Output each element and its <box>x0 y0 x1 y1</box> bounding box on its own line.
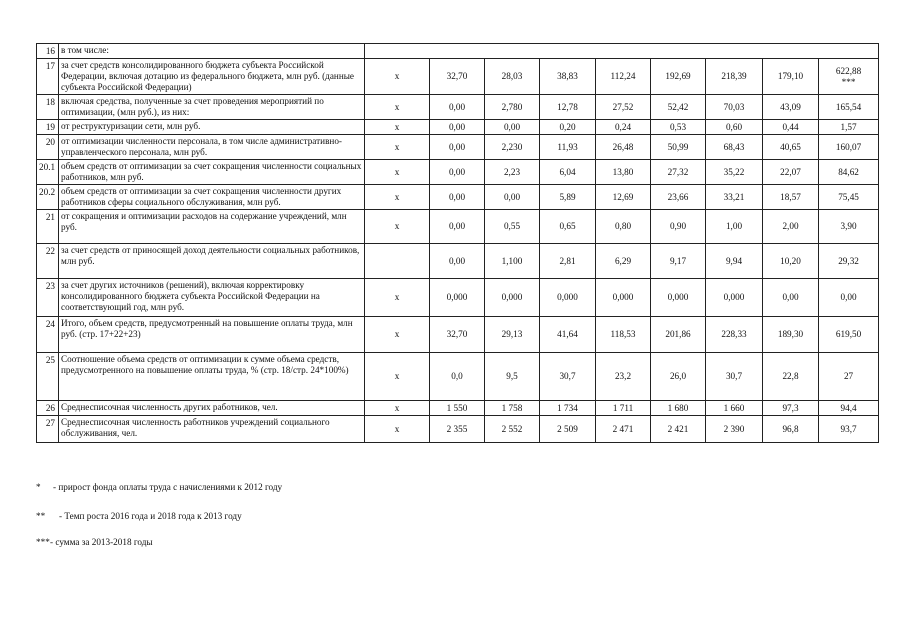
value-cell: 0,00 <box>430 135 485 160</box>
value-cell: 1,57 <box>819 120 879 135</box>
row-description: за счет средств консолидированного бюджета субъекта Российской Федерации, включая дотацию из федерального бюджета, млн руб. (данные субъекта Российской Федерации) <box>59 59 365 95</box>
table-row <box>37 44 879 59</box>
value-cell: 9,17 <box>651 244 706 279</box>
row-number: 20.2 <box>37 185 59 210</box>
table-row <box>37 317 879 353</box>
table-row <box>37 120 879 135</box>
value-cell: 0,000 <box>485 279 540 317</box>
x-mark-cell: х <box>365 185 430 210</box>
table-row <box>37 279 879 317</box>
row-description: объем средств от оптимизации за счет сокращения численности социальных работников, млн руб. <box>59 160 365 185</box>
footnote-1 <box>36 482 282 493</box>
x-mark-cell: х <box>365 279 430 317</box>
table-row <box>37 401 879 416</box>
value-cell: 0,00 <box>485 185 540 210</box>
value-cell: 0,00 <box>430 120 485 135</box>
row-description: Соотношение объема средств от оптимизации к сумме объема средств, предусмотренного на повышение оплаты труда, % (стр. 18/стр. 24*100%) <box>59 353 365 401</box>
value-cell: 23,2 <box>596 353 651 401</box>
footnote-text: - Темп роста 2016 года и 2018 года к 2013 году <box>59 511 242 521</box>
value-cell: 0,44 <box>763 120 819 135</box>
value-cell: 10,20 <box>763 244 819 279</box>
value-cell: 118,53 <box>596 317 651 353</box>
value-cell: 112,24 <box>596 59 651 95</box>
value-cell: 2 552 <box>485 416 540 443</box>
table-row <box>37 160 879 185</box>
row-number: 20.1 <box>37 160 59 185</box>
row-description: в том числе: <box>59 44 365 59</box>
value-cell: 0,00 <box>430 185 485 210</box>
footnote-marker: *** <box>841 76 856 87</box>
value-cell: 2,230 <box>485 135 540 160</box>
value-cell: 2 355 <box>430 416 485 443</box>
value-cell: 43,09 <box>763 95 819 120</box>
x-mark-cell: х <box>365 416 430 443</box>
value-cell: 0,00 <box>430 244 485 279</box>
value-cell: 26,0 <box>651 353 706 401</box>
value-cell: 2,81 <box>540 244 596 279</box>
value-cell: 2,23 <box>485 160 540 185</box>
table-row <box>37 416 879 443</box>
row-description: Среднесписочная численность работников учреждений социального обслуживания, чел. <box>59 416 365 443</box>
value-cell: 52,42 <box>651 95 706 120</box>
x-mark-cell: х <box>365 95 430 120</box>
value-cell: 0,00 <box>430 160 485 185</box>
row-number: 22 <box>37 244 59 279</box>
value-cell: 2 509 <box>540 416 596 443</box>
value-cell: 1 734 <box>540 401 596 416</box>
row-number: 25 <box>37 353 59 401</box>
value-cell: 1 550 <box>430 401 485 416</box>
value-cell: 0,000 <box>596 279 651 317</box>
value-cell: 0,000 <box>651 279 706 317</box>
value-cell: 0,20 <box>540 120 596 135</box>
footnote-mark: ** <box>36 511 46 521</box>
value-cell: 0,000 <box>430 279 485 317</box>
row-description: от оптимизации численности персонала, в том числе административно-управленческого персонала, млн руб. <box>59 135 365 160</box>
value-cell: 11,93 <box>540 135 596 160</box>
value-cell: 0,00 <box>430 210 485 244</box>
value-cell: 165,54 <box>819 95 879 120</box>
row-number: 18 <box>37 95 59 120</box>
row-number: 17 <box>37 59 59 95</box>
value-cell: 38,83 <box>540 59 596 95</box>
row-number: 27 <box>37 416 59 443</box>
value-cell: 12,69 <box>596 185 651 210</box>
row-description: включая средства, полученные за счет проведения мероприятий по оптимизации, (млн руб.), из них: <box>59 95 365 120</box>
footnote-text: - сумма за 2013-2018 годы <box>50 537 153 547</box>
x-mark-cell: х <box>365 210 430 244</box>
value-cell: 2,00 <box>763 210 819 244</box>
value-cell: 0,80 <box>596 210 651 244</box>
value-cell: 27,32 <box>651 160 706 185</box>
value-cell: 6,29 <box>596 244 651 279</box>
value-cell: 0,53 <box>651 120 706 135</box>
value-cell: 2 390 <box>706 416 763 443</box>
value-cell: 50,99 <box>651 135 706 160</box>
value-cell: 0,00 <box>485 120 540 135</box>
x-mark-cell: х <box>365 135 430 160</box>
table-row <box>37 135 879 160</box>
value-cell: 97,3 <box>763 401 819 416</box>
value-cell: 1,00 <box>706 210 763 244</box>
value-cell: 32,70 <box>430 317 485 353</box>
value-cell: 619,50 <box>819 317 879 353</box>
value-cell: 22,8 <box>763 353 819 401</box>
footnote-mark: *** <box>36 537 50 547</box>
value-cell: 0,00 <box>819 279 879 317</box>
empty-cell <box>365 44 879 59</box>
value-cell: 0,55 <box>485 210 540 244</box>
data-table-container <box>36 43 878 443</box>
value-cell: 0,000 <box>706 279 763 317</box>
value-cell: 2 471 <box>596 416 651 443</box>
value-cell: 179,10 <box>763 59 819 95</box>
value-cell: 0,90 <box>651 210 706 244</box>
value-cell: 18,57 <box>763 185 819 210</box>
row-number: 16 <box>37 44 59 59</box>
value-cell: 30,7 <box>706 353 763 401</box>
value-cell: 5,89 <box>540 185 596 210</box>
value-cell: 0,60 <box>706 120 763 135</box>
value-cell: 0,000 <box>540 279 596 317</box>
value-cell: 27,52 <box>596 95 651 120</box>
value-cell: 41,64 <box>540 317 596 353</box>
value-cell: 3,90 <box>819 210 879 244</box>
value-cell: 28,03 <box>485 59 540 95</box>
row-description: от реструктуризации сети, млн руб. <box>59 120 365 135</box>
value-cell: 0,00 <box>763 279 819 317</box>
value-cell: 26,48 <box>596 135 651 160</box>
row-number: 23 <box>37 279 59 317</box>
footnote-2 <box>36 511 242 522</box>
footnote-text: - прирост фонда оплаты труда с начислениями к 2012 году <box>53 482 283 492</box>
row-description: Итого, объем средств, предусмотренный на повышение оплаты труда, млн руб. (стр. 17+22+23) <box>59 317 365 353</box>
value-cell: 27 <box>819 353 879 401</box>
value-cell: 2 421 <box>651 416 706 443</box>
value-cell: 84,62 <box>819 160 879 185</box>
row-description: Среднесписочная численность других работников, чел. <box>59 401 365 416</box>
value-cell: 9,94 <box>706 244 763 279</box>
value-cell: 12,78 <box>540 95 596 120</box>
x-mark-cell: х <box>365 353 430 401</box>
value-cell: 201,86 <box>651 317 706 353</box>
value-cell: 228,33 <box>706 317 763 353</box>
value-cell: 1 711 <box>596 401 651 416</box>
value-cell: 6,04 <box>540 160 596 185</box>
x-mark-cell: х <box>365 59 430 95</box>
value-cell: 68,43 <box>706 135 763 160</box>
value-cell: 32,70 <box>430 59 485 95</box>
table-row <box>37 185 879 210</box>
table-row <box>37 59 879 95</box>
table-body <box>37 44 879 443</box>
footnote-mark: * <box>36 482 41 492</box>
x-mark-cell: х <box>365 317 430 353</box>
row-number: 20 <box>37 135 59 160</box>
table-row <box>37 210 879 244</box>
value-cell: 2,780 <box>485 95 540 120</box>
x-mark-cell: х <box>365 120 430 135</box>
row-description: объем средств от оптимизации за счет сокращения численности других работников сферы социального обслуживания, млн руб. <box>59 185 365 210</box>
value-cell: 70,03 <box>706 95 763 120</box>
value-cell: 9,5 <box>485 353 540 401</box>
value-cell: 218,39 <box>706 59 763 95</box>
table-row <box>37 95 879 120</box>
row-description: за счет других источников (решений), включая корректировку консолидированного бюджета субъекта Российской Федерации на соответствующий год, млн руб. <box>59 279 365 317</box>
value-cell: 96,8 <box>763 416 819 443</box>
row-description: за счет средств от приносящей доход деятельности социальных работников, млн руб. <box>59 244 365 279</box>
value-cell <box>819 59 879 95</box>
x-mark-cell <box>365 244 430 279</box>
row-number: 26 <box>37 401 59 416</box>
row-number: 21 <box>37 210 59 244</box>
value-cell: 0,65 <box>540 210 596 244</box>
value-cell: 40,65 <box>763 135 819 160</box>
value-cell: 1,100 <box>485 244 540 279</box>
value-text: 622,88 <box>835 65 862 76</box>
data-table <box>36 43 879 443</box>
value-cell: 0,0 <box>430 353 485 401</box>
value-cell: 94,4 <box>819 401 879 416</box>
table-row <box>37 353 879 401</box>
table-row <box>37 244 879 279</box>
value-cell: 22,07 <box>763 160 819 185</box>
footnote-3 <box>36 537 153 548</box>
value-cell: 33,21 <box>706 185 763 210</box>
value-cell: 1 660 <box>706 401 763 416</box>
x-mark-cell: х <box>365 160 430 185</box>
value-cell: 29,32 <box>819 244 879 279</box>
row-number: 19 <box>37 120 59 135</box>
value-cell: 0,24 <box>596 120 651 135</box>
row-number: 24 <box>37 317 59 353</box>
value-cell: 1 758 <box>485 401 540 416</box>
value-cell: 29,13 <box>485 317 540 353</box>
value-cell: 13,80 <box>596 160 651 185</box>
row-description: от сокращения и оптимизации расходов на содержание учреждений, млн руб. <box>59 210 365 244</box>
value-cell: 35,22 <box>706 160 763 185</box>
value-cell: 1 680 <box>651 401 706 416</box>
value-cell: 192,69 <box>651 59 706 95</box>
x-mark-cell: х <box>365 401 430 416</box>
value-cell: 93,7 <box>819 416 879 443</box>
value-cell: 189,30 <box>763 317 819 353</box>
value-cell: 0,00 <box>430 95 485 120</box>
value-cell: 30,7 <box>540 353 596 401</box>
value-cell: 23,66 <box>651 185 706 210</box>
value-cell: 75,45 <box>819 185 879 210</box>
value-cell: 160,07 <box>819 135 879 160</box>
